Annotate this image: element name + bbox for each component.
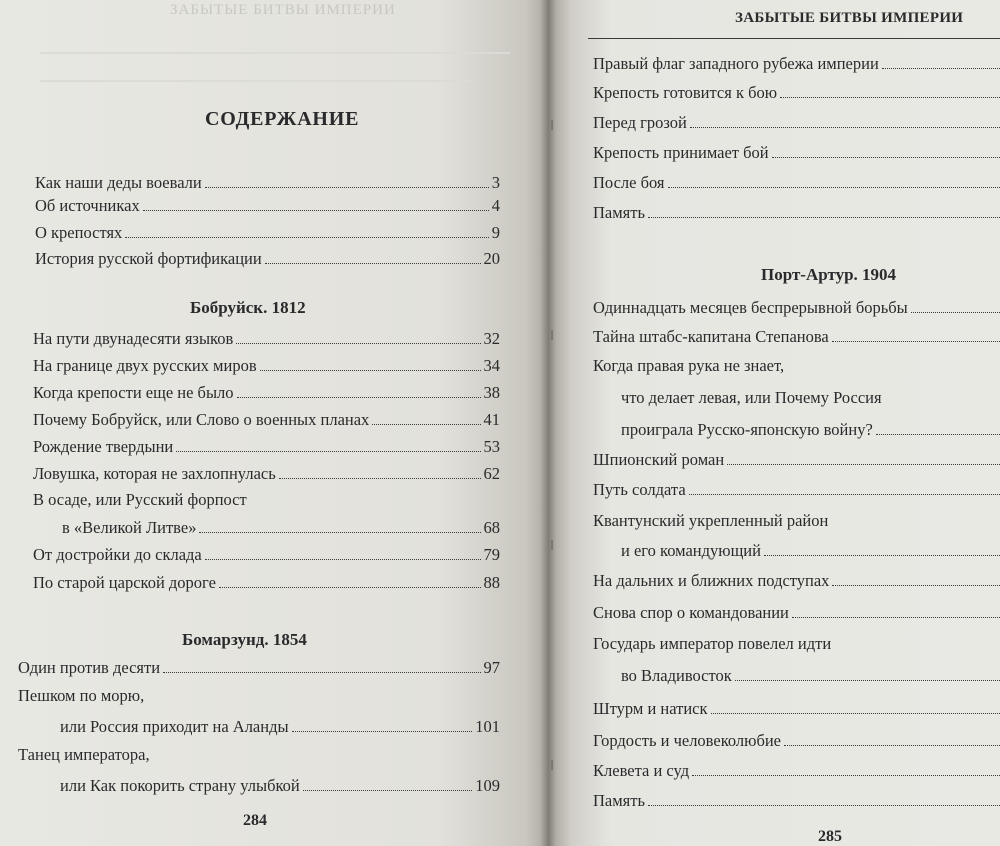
page-number: 284 (243, 812, 267, 829)
header-rule (588, 38, 1000, 39)
toc-entry-line: В осаде, или Русский форпост (33, 490, 247, 509)
right-page (548, 0, 1000, 846)
toc-entry: во Владивосток (621, 666, 1000, 686)
section-heading-port-arthur: Порт-Артур. 1904 (761, 265, 897, 284)
section-heading-bobruisk: Бобруйск. 1812 (190, 298, 306, 317)
toc-entry: Один против десяти 97 (18, 658, 500, 677)
toc-entry: Рождение твердыни 53 (33, 437, 500, 456)
binding-stitch (551, 330, 553, 340)
toc-entry: Ловушка, которая не захлопнулась 62 (33, 464, 500, 483)
binding-stitch (551, 120, 553, 130)
page-number: 285 (818, 828, 842, 845)
toc-entry: Штурм и натиск (593, 699, 1000, 719)
toc-entry: в «Великой Литве» 68 (62, 518, 500, 537)
toc-entry: Об источниках 4 (35, 196, 500, 215)
toc-entry-line: Танец императора, (18, 745, 150, 764)
toc-entry: Почему Бобруйск, или Слово о военных планах 41 (33, 410, 500, 429)
toc-entry: или Россия приходит на Аланды 101 (60, 717, 500, 736)
toc-entry: Когда крепости еще не было 38 (33, 383, 500, 402)
toc-entry: Перед грозой (593, 113, 1000, 133)
toc-entry: и его командующий (621, 541, 1000, 561)
book-gutter (540, 0, 556, 846)
toc-entry: На границе двух русских миров 34 (33, 356, 500, 375)
toc-entry: Путь солдата (593, 480, 1000, 500)
toc-entry: Правый флаг западного рубежа империи (593, 54, 1000, 74)
section-heading-bomarsund: Бомарзунд. 1854 (182, 630, 307, 649)
toc-entry: От достройки до склада 79 (33, 545, 500, 564)
show-through-header: ЗАБЫТЫЕ БИТВЫ ИМПЕРИИ (170, 2, 396, 18)
toc-entry-line: Квантунский укрепленный район (593, 511, 829, 530)
toc-entry: О крепостях 9 (35, 223, 500, 242)
toc-entry: На пути двунадесяти языков 32 (33, 329, 500, 348)
toc-entry: Одиннадцать месяцев беспрерывной борьбы (593, 298, 1000, 318)
toc-entry: История русской фортификации 20 (35, 249, 500, 268)
binding-stitch (551, 760, 553, 770)
show-through-line (40, 80, 470, 82)
show-through-line (40, 52, 510, 54)
toc-entry: Память (593, 791, 1000, 811)
toc-entry: Память (593, 203, 1000, 223)
toc-entry: По старой царской дороге 88 (33, 573, 500, 592)
toc-entry: проиграла Русско-японскую войну? (621, 420, 1000, 440)
toc-entry: Снова спор о командовании (593, 603, 1000, 623)
toc-entry: или Как покорить страну улыбкой 109 (60, 776, 500, 795)
toc-entry: На дальних и ближних подступах (593, 571, 1000, 591)
running-head: ЗАБЫТЫЕ БИТВЫ ИМПЕРИИ (735, 10, 964, 26)
toc-entry: Крепость готовится к бою (593, 83, 1000, 103)
binding-stitch (551, 540, 553, 550)
toc-entry-line: Пешком по морю, (18, 686, 145, 705)
toc-entry: Тайна штабс-капитана Степанова (593, 327, 1000, 347)
toc-entry: Гордость и человеколюбие (593, 731, 1000, 751)
toc-entry: Шпионский роман (593, 450, 1000, 470)
toc-entry: Крепость принимает бой (593, 143, 1000, 163)
toc-entry-line: что делает левая, или Почему Россия (621, 388, 882, 407)
toc-entry-line: Когда правая рука не знает, (593, 356, 785, 375)
toc-title: СОДЕРЖАНИЕ (205, 108, 360, 130)
toc-entry-line: Государь император повелел идти (593, 634, 832, 653)
toc-entry: Клевета и суд (593, 761, 1000, 781)
toc-entry: После боя (593, 173, 1000, 193)
toc-entry: Как наши деды воевали 3 (35, 173, 500, 192)
